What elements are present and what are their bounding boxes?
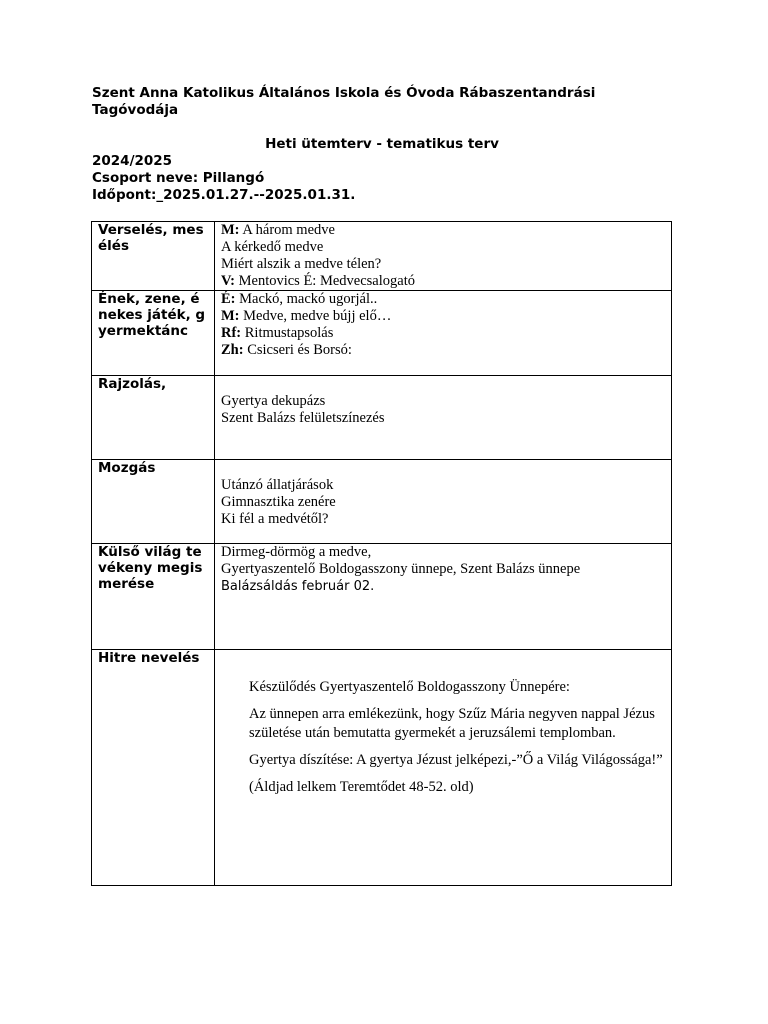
row-label-verseles: Verselés, mesélés: [92, 222, 215, 291]
time-period: Időpont:_2025.01.27.--2025.01.31.: [92, 187, 356, 203]
row-label-kulso-vilag: Külső világ tevékeny megismerése: [92, 544, 215, 650]
line-text: Csicseri és Borsó:: [243, 342, 352, 358]
line-text: Szent Balázs felületszínezés: [221, 410, 385, 426]
school-name: Szent Anna Katolikus Általános Iskola és Óvoda Rábaszentandrási Tagóvodája: [92, 85, 596, 118]
paragraph: Az ünnepen arra emlékezünk, hogy Szűz Mária negyven nappal Jézus születése után bemutatta gyermekét a jeruzsálemi templomban.: [249, 706, 655, 741]
table-row: [92, 650, 672, 886]
paragraph: Készülődés Gyertyaszentelő Boldogasszony Ünnepére:: [249, 679, 570, 695]
row-content-rajzolas: [215, 376, 672, 460]
line-text: Medve, medve bújj elő…: [239, 308, 392, 324]
line-text: A kérkedő medve: [221, 239, 324, 255]
row-content-hitre-neveles: [215, 650, 672, 886]
table-row: [92, 376, 672, 460]
table-row: [92, 291, 672, 376]
row-content-enek: [215, 291, 672, 376]
school-year: 2024/2025: [92, 153, 173, 169]
line-text: Gyertya dekupázs: [221, 393, 326, 409]
table-row: [92, 544, 672, 650]
row-label-mozgas: Mozgás: [92, 460, 215, 544]
line-prefix: Rf:: [221, 325, 242, 341]
row-content-kulso-vilag: [215, 544, 672, 650]
line-text: Gyertyaszentelő Boldogasszony ünnepe, Szent Balázs ünnepe: [221, 561, 581, 577]
table-row: [92, 222, 672, 291]
line-prefix: M:: [221, 222, 240, 238]
row-content-mozgas: [215, 460, 672, 544]
line-text: Utánzó állatjárások: [221, 477, 334, 493]
row-label-enek: Ének, zene, énekes játék, gyermektánc: [92, 291, 215, 376]
row-label-rajzolas: Rajzolás,: [92, 376, 215, 460]
line-prefix: V:: [221, 273, 235, 289]
line-text: Miért alszik a medve télen?: [221, 256, 382, 272]
line-text: Mentovics É: Medvecsalogató: [234, 273, 415, 289]
line-text: Mackó, mackó ugorjál..: [235, 291, 378, 307]
paragraph: Gyertya díszítése: A gyertya Jézust jelképezi,-”Ő a Világ Világossága!”: [249, 752, 663, 768]
paragraph: (Áldjad lelkem Teremtődet 48-52. old): [249, 779, 474, 795]
row-label-hitre-neveles: Hitre nevelés: [92, 650, 215, 886]
table-row: [92, 460, 672, 544]
line-text: A három medve: [239, 222, 335, 238]
line-text: Balázsáldás február 02.: [221, 579, 375, 594]
weekly-plan-table: [91, 221, 672, 886]
line-text: Dirmeg-dörmög a medve,: [221, 544, 372, 560]
document-title: Heti ütemterv - tematikus terv: [265, 136, 499, 152]
line-prefix: É:: [221, 291, 236, 307]
line-text: Ki fél a medvétől?: [221, 511, 329, 527]
line-text: Ritmustapsolás: [241, 325, 334, 341]
group-name: Csoport neve: Pillangó: [92, 170, 265, 186]
line-prefix: M:: [221, 308, 240, 324]
row-content-verseles: [215, 222, 672, 291]
line-text: Gimnasztika zenére: [221, 494, 336, 510]
line-prefix: Zh:: [221, 342, 244, 358]
